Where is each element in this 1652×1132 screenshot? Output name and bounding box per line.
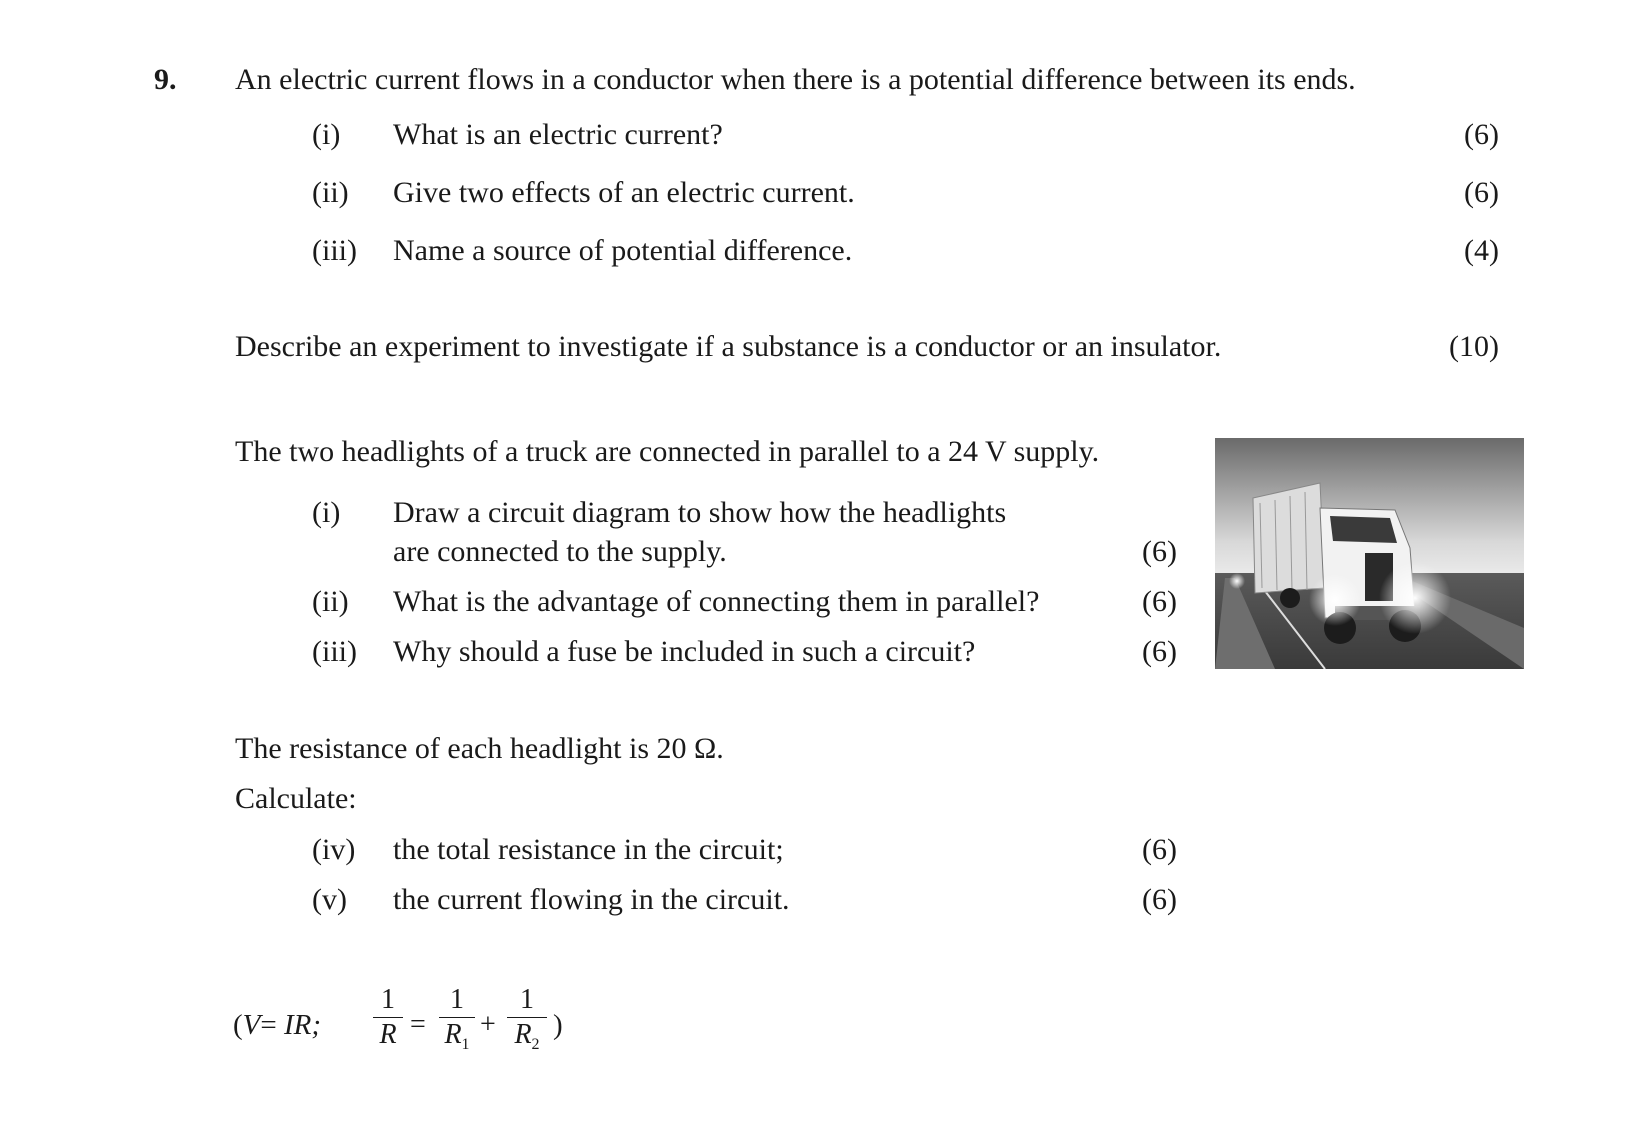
calculate-label: Calculate:	[235, 782, 357, 815]
part-b-i-marks: (6)	[1142, 535, 1177, 568]
formula-equals-sign: =	[410, 1009, 426, 1040]
part-c-v-label: (v)	[312, 883, 347, 916]
part-c-v-text: the current flowing in the circuit.	[393, 883, 790, 916]
part-c-iv-label: (iv)	[312, 833, 356, 866]
part-b-iii-text: Why should a fuse be included in such a circuit?	[393, 635, 976, 668]
part-a-ii-text: Give two effects of an electric current.	[393, 176, 855, 209]
part-b-ii-label: (ii)	[312, 585, 349, 618]
experiment-marks: (10)	[1449, 330, 1499, 363]
truck-photo	[1215, 438, 1524, 669]
question-intro: An electric current flows in a conductor when there is a potential difference between its ends.	[235, 63, 1356, 96]
formula-plus-sign: +	[480, 1009, 496, 1040]
part-c-iv-marks: (6)	[1142, 833, 1177, 866]
part-b-ii-text: What is the advantage of connecting them in parallel?	[393, 585, 1040, 618]
part-a-i-marks: (6)	[1464, 118, 1499, 151]
part-b-i-label: (i)	[312, 496, 341, 529]
formula-v-equals-ir: (V= IR;	[233, 1009, 322, 1041]
fraction-1-over-r1: 1 $R_1$	[439, 985, 475, 1060]
fraction-1-over-r2: 1 $R_2$	[507, 985, 547, 1060]
fraction-1-over-r: 1 R	[373, 985, 403, 1050]
part-b-iii-label: (iii)	[312, 635, 357, 668]
part-a-ii-label: (ii)	[312, 176, 349, 209]
truck-intro: The two headlights of a truck are connected in parallel to a 24 V supply.	[235, 435, 1100, 468]
part-b-iii-marks: (6)	[1142, 635, 1177, 668]
part-a-ii-marks: (6)	[1464, 176, 1499, 209]
resistance-text: The resistance of each headlight is 20 Ω.	[235, 732, 724, 765]
part-a-i-text: What is an electric current?	[393, 118, 723, 151]
part-c-v-marks: (6)	[1142, 883, 1177, 916]
question-number: 9.	[154, 63, 177, 96]
part-b-i-text-line1: Draw a circuit diagram to show how the headlights	[393, 496, 1007, 529]
part-a-iii-text: Name a source of potential difference.	[393, 234, 853, 267]
part-b-ii-marks: (6)	[1142, 585, 1177, 618]
experiment-text: Describe an experiment to investigate if a substance is a conductor or an insulator.	[235, 330, 1222, 363]
formula-hint	[233, 985, 593, 1085]
part-a-i-label: (i)	[312, 118, 341, 151]
part-b-i-text-line2: are connected to the supply.	[393, 535, 727, 568]
part-a-iii-label: (iii)	[312, 234, 357, 267]
formula-close-paren: )	[553, 1009, 563, 1041]
part-a-iii-marks: (4)	[1464, 234, 1499, 267]
part-c-iv-text: the total resistance in the circuit;	[393, 833, 784, 866]
